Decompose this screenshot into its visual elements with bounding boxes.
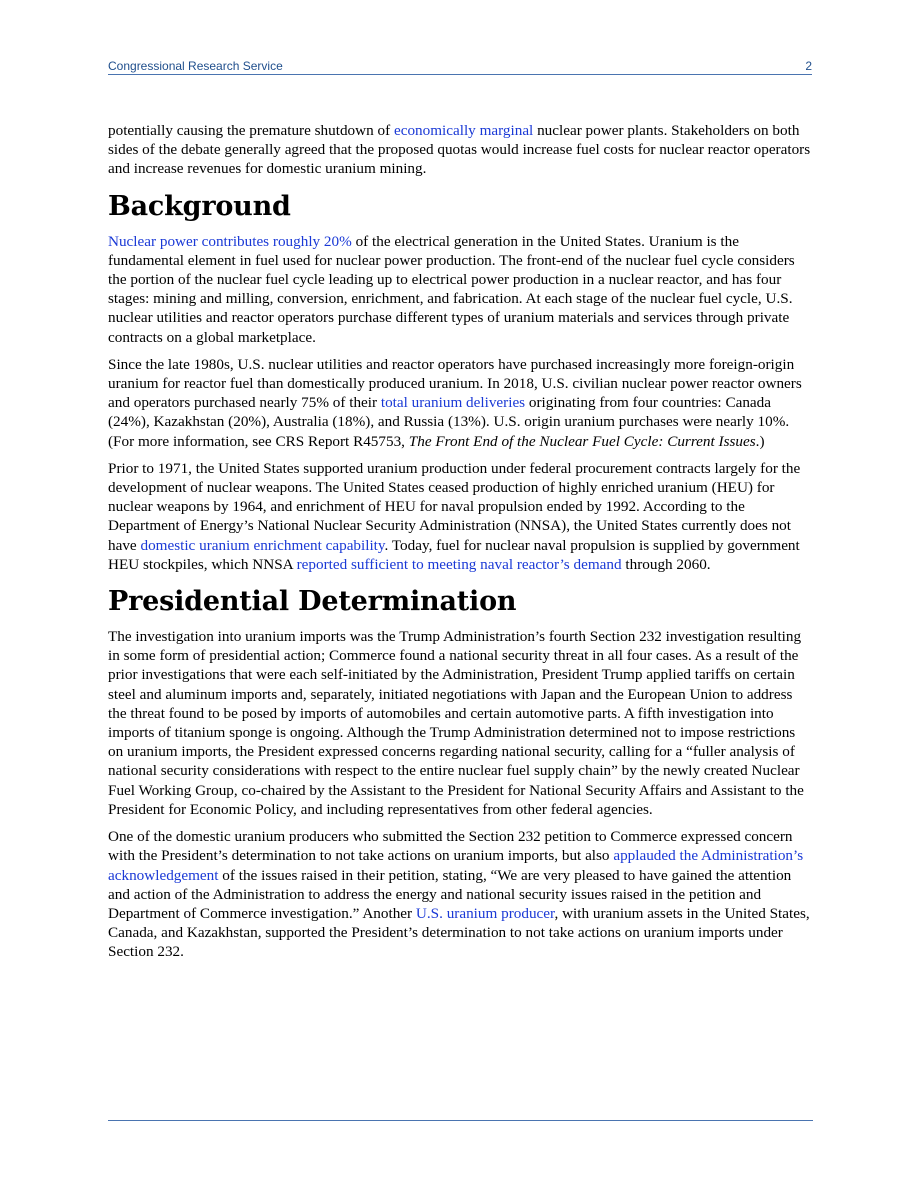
header-organization: Congressional Research Service	[108, 59, 283, 73]
page-number: 2	[805, 59, 812, 73]
link-economically-marginal[interactable]: economically marginal	[393, 122, 534, 139]
link-naval-reactor-demand[interactable]: reported sufficient to meeting naval reactor’s demand	[296, 555, 622, 573]
heading-presidential-determination: Presidential Determination	[108, 586, 517, 618]
link-nuclear-power-share[interactable]: Nuclear power contributes roughly 20%	[108, 232, 352, 250]
text: The investigation into uranium imports was the Trump Administration’s fourth Section 232 investigation resulting in some form of presidential action; Commerce found a national security threat in all four cases. As a result of the prior investigations that were each self-initiated by the Administration, President Trump applied tariffs on certain steel and aluminum imports and, separately, initiated negotiations with Japan and the European Union to address the threat found to be posed by imports of automobiles and certain automotive parts. A fifth investigation into imports of titanium sponge is ongoing. Although the Trump Administration determined not to impose restrictions on uranium imports, the President expressed concerns regarding national security, calling for a “fuller analysis of national security considerations with respect to the entire nuclear fuel supply chain” by the newly created Nuclear Fuel Working Group, co-chaired by the Assistant to the President for National Security Affairs and Assistant to the President for Economic Policy, and including representatives from other federal agencies.	[108, 628, 804, 818]
paragraph-background-2	[108, 355, 813, 451]
text: . Today, fuel for nuclear naval propulsion is supplied by government HEU stockpiles, which NNSA	[108, 536, 800, 573]
text: potentially causing the premature shutdown of	[108, 122, 394, 139]
text: of the issues raised in their petition, stating, “We are very pleased to have gained the attention and action of the Administration to address the energy and national security issues raised in the petition and Department of Commerce investigation.” Another	[108, 866, 792, 922]
text: Prior to 1971, the United States supported uranium production under federal procurement contracts largely for the development of nuclear weapons. The United States ceased production of highly enriched uranium (HEU) for nuclear weapons by 1964, and enrichment of HEU for naval propulsion ended by 1992. According to the Department of Energy’s National Nuclear Security Administration (NNSA), the United States currently does not have	[108, 459, 801, 554]
document-body	[108, 121, 813, 970]
report-title-italic: The Front End of the Nuclear Fuel Cycle: Current Issues	[408, 432, 756, 450]
text: through 2060.	[621, 555, 711, 573]
text: Since the late 1980s, U.S. nuclear utilities and reactor operators have purchased increasingly more foreign-origin uranium for reactor fuel than domestically produced uranium. In 2018, U.S. civilian nuclear power reactor owners and operators purchased nearly 75% of their	[108, 355, 802, 412]
text: One of the domestic uranium producers who submitted the Section 232 petition to Commerce expressed concern with the President’s determination to not take actions on uranium imports, but also	[108, 828, 793, 865]
text: nuclear power plants. Stakeholders on both sides of the debate generally agreed that the proposed quotas would increase fuel costs for nuclear reactor operators and increase revenues for domestic uranium mining.	[108, 122, 811, 178]
paragraph-intro-continuation	[108, 121, 813, 179]
link-us-uranium-producer[interactable]: U.S. uranium producer	[415, 904, 555, 922]
heading-background: Background	[108, 190, 291, 222]
link-enrichment-capability[interactable]: domestic uranium enrichment capability	[140, 536, 385, 554]
page-header	[108, 58, 812, 75]
text: , with uranium assets in the United States, Canada, and Kazakhstan, supported the President’s determination to not take actions on uranium imports under Section 232.	[108, 904, 810, 961]
footer-divider	[108, 1120, 813, 1121]
paragraph-determination-1	[108, 627, 813, 819]
link-applauded-acknowledgement[interactable]: applauded the Administration’s acknowledgement	[108, 847, 804, 884]
text: of the electrical generation in the United States. Uranium is the fundamental element in fuel used for nuclear power production. The front-end of the nuclear fuel cycle considers the portion of the nuclear fuel cycle leading up to electrical power production in a nuclear reactor, and has four stages: mining and milling, conversion, enrichment, and fabrication. At each stage of the nuclear fuel cycle, U.S. nuclear utilities and reactor operators purchase different types of uranium materials and services through private contracts on a global marketplace.	[108, 232, 795, 346]
text: .)	[755, 432, 765, 450]
paragraph-determination-2	[108, 827, 813, 961]
link-total-uranium-deliveries[interactable]: total uranium deliveries	[380, 394, 526, 412]
paragraph-background-3	[108, 459, 813, 574]
text: originating from four countries: Canada (24%), Kazakhstan (20%), Australia (18%), and Russia (13%). U.S. origin uranium purchases were nearly 10%. (For more information, see CRS Report R45753,	[108, 394, 790, 450]
paragraph-background-1	[108, 232, 813, 347]
